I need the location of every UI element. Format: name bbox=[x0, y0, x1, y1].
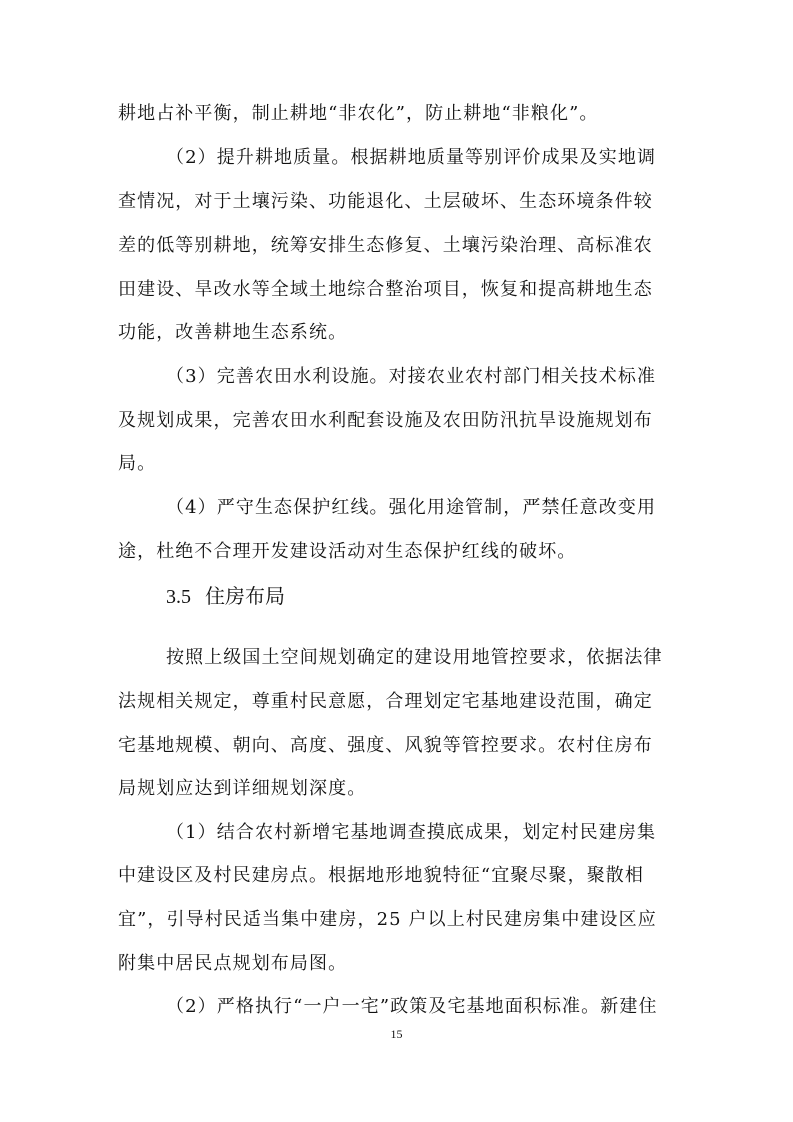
paragraph-line: 附集中居民点规划布局图。 bbox=[118, 953, 348, 974]
paragraph-line: 宅基地规模、朝向、高度、强度、风貌等管控要求。农村住房布 bbox=[118, 735, 653, 756]
section-heading bbox=[166, 582, 285, 611]
paragraph-line: （2）严格执行“一户一宅”政策及宅基地面积标准。新建住 bbox=[166, 996, 658, 1017]
paragraph-line: 中建设区及村民建房点。根据地形地貌特征“宜聚尽聚，聚散相 bbox=[118, 865, 644, 886]
paragraph-line: 差的低等别耕地，统筹安排生态修复、土壤污染治理、高标准农 bbox=[118, 235, 653, 256]
paragraph-line: 法规相关规定，尊重村民意愿，合理划定宅基地建设范围，确定 bbox=[118, 691, 653, 712]
paragraph-line: （2）提升耕地质量。根据耕地质量等别评价成果及实地调 bbox=[166, 147, 657, 168]
page-number: 15 bbox=[390, 1027, 403, 1041]
paragraph-line: （4）严守生态保护红线。强化用途管制，严禁任意改变用 bbox=[166, 497, 657, 518]
paragraph-line: 途，杜绝不合理开发建设活动对生态保护红线的破坏。 bbox=[118, 541, 577, 562]
section-title: 住房布局 bbox=[205, 584, 285, 608]
paragraph-line: 及规划成果，完善农田水利配套设施及农田防汛抗旱设施规划布 bbox=[118, 410, 653, 431]
paragraph-line: 查情况，对于土壤污染、功能退化、土层破坏、生态环境条件较 bbox=[118, 191, 653, 212]
paragraph-line: 功能，改善耕地生态系统。 bbox=[118, 322, 348, 343]
paragraph-line: 局。 bbox=[118, 453, 157, 474]
section-number: 3.5 bbox=[166, 586, 191, 608]
paragraph-line: （1）结合农村新增宅基地调查摸底成果，划定村民建房集 bbox=[166, 822, 657, 843]
paragraph-line: （3）完善农田水利设施。对接农业农村部门相关技术标准 bbox=[166, 366, 657, 387]
paragraph-line: 按照上级国土空间规划确定的建设用地管控要求，依据法律 bbox=[166, 647, 663, 668]
paragraph-line: 宜”，引导村民适当集中建房，25 户以上村民建房集中建设区应 bbox=[118, 909, 657, 930]
paragraph-line: 耕地占补平衡，制止耕地“非农化”，防止耕地“非粮化”。 bbox=[118, 103, 599, 124]
paragraph-line: 局规划应达到详细规划深度。 bbox=[118, 778, 367, 799]
paragraph-line: 田建设、旱改水等全域土地综合整治项目，恢复和提高耕地生态 bbox=[118, 279, 653, 300]
